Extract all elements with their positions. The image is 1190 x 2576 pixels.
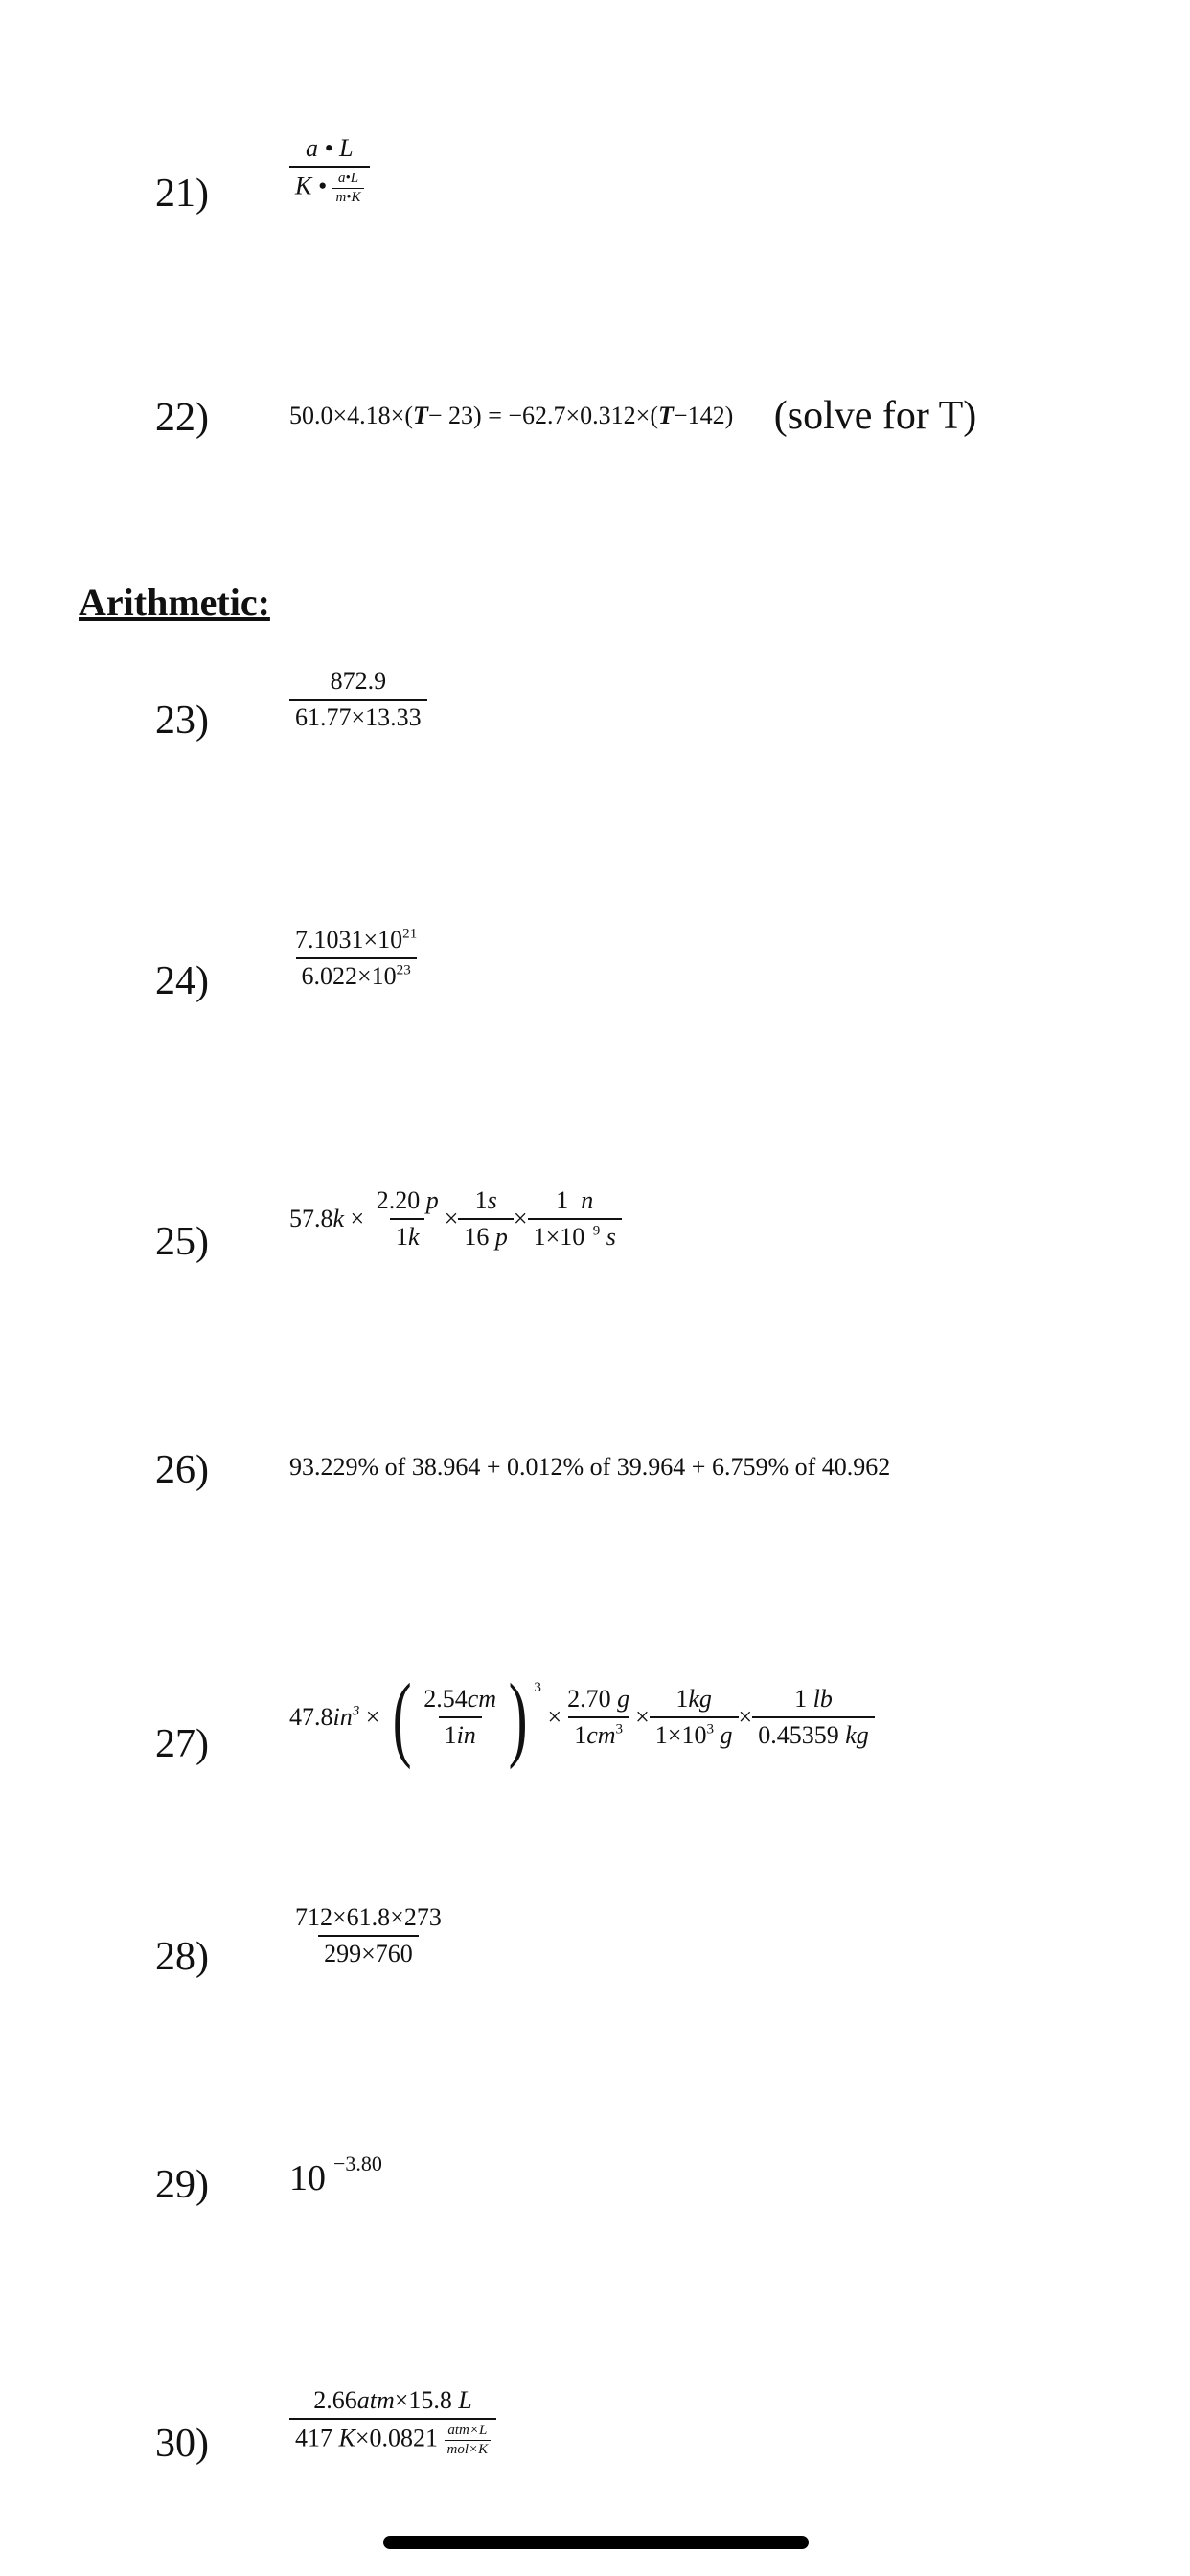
f3-bot-unit: s: [606, 1222, 616, 1251]
lead-unit: in: [332, 1703, 353, 1732]
problem-25-number: 25): [155, 1220, 209, 1264]
problem-25-factor-2: [458, 1186, 514, 1252]
problem-24-den-base: 6.022×10: [301, 961, 397, 990]
problem-27-factor-3: [752, 1685, 875, 1750]
problem-28-number: 28): [155, 1935, 209, 1979]
problem-29-expression: [289, 2151, 382, 2200]
problem-25-lead-unit: k: [332, 1204, 345, 1232]
problem-23-fraction: [289, 667, 427, 732]
home-indicator[interactable]: [383, 2536, 809, 2549]
problem-21-small-fraction: [332, 171, 363, 207]
f2-top-unit: s: [487, 1186, 497, 1214]
problem-21-numerator: a • L: [305, 134, 354, 162]
problem-29-exponent: −3.80: [333, 2151, 382, 2176]
problem-30-expression: [289, 2386, 496, 2458]
f1-top-unit: p: [425, 1186, 439, 1214]
problem-27-number: 27): [155, 1722, 209, 1766]
f1-bot-exp: 3: [615, 1721, 624, 1737]
num-mid: ×15.8: [394, 2386, 452, 2414]
f1-bot: 1: [395, 1222, 408, 1251]
f2-bot-unit: p: [494, 1222, 508, 1251]
problem-29-base: 10: [289, 2158, 326, 2198]
den-unit-1: K: [338, 2424, 355, 2452]
problem-28-fraction: [289, 1903, 447, 1968]
problem-22-right: −142): [673, 402, 734, 430]
problem-22-left: 50.0×4.18×(: [289, 402, 413, 430]
f2-bot: 1×10: [654, 1721, 707, 1749]
f2-bot: 16: [464, 1222, 490, 1251]
problem-24-expression: [289, 926, 423, 991]
times-symbol: ×: [513, 1204, 528, 1232]
times-symbol: ×: [635, 1703, 650, 1732]
f1-top: 2.20: [376, 1186, 421, 1214]
small-num: atm×L: [447, 2422, 488, 2438]
f2-bot-exp: 3: [706, 1721, 715, 1737]
f3-top: 1: [794, 1685, 808, 1714]
problem-28-expression: [289, 1903, 447, 1968]
problem-30-small-fraction: [445, 2423, 492, 2459]
f1-bot: 1: [574, 1721, 587, 1749]
f2-top-unit: kg: [688, 1685, 712, 1714]
problem-24-num-exp: 21: [402, 926, 418, 942]
problem-25-expression: [289, 1186, 622, 1252]
problem-21-expression: [289, 134, 370, 206]
section-heading-arithmetic: Arithmetic:: [79, 581, 270, 624]
problem-30-denominator: [289, 2418, 496, 2459]
problem-26-expression: 93.229% of 38.964 + 0.012% of 39.964 + 6.759% of 40.962: [289, 1453, 891, 1481]
problem-25-factor-3: [528, 1186, 622, 1252]
num-value: 2.66: [313, 2386, 357, 2414]
times-symbol: ×: [365, 1703, 380, 1732]
times-symbol: ×: [738, 1703, 753, 1732]
f1-bot-unit: k: [407, 1222, 420, 1251]
problem-24-denominator: [296, 957, 417, 991]
problem-25-lead-value: 57.8: [289, 1204, 333, 1232]
right-paren: ): [508, 1664, 528, 1770]
problem-21-den-left: K •: [295, 172, 327, 200]
f1-top: 2.70: [567, 1685, 611, 1714]
f3-top: 1: [556, 1186, 569, 1214]
lead-exp: 3: [352, 1703, 360, 1719]
problem-21-denominator: [289, 166, 370, 207]
problem-21-small-den: m•K: [332, 188, 363, 206]
problem-23-number: 23): [155, 699, 209, 743]
problem-22-var-t1: T: [412, 402, 428, 430]
problem-28-denominator: 299×760: [318, 1935, 419, 1968]
problem-28-numerator: 712×61.8×273: [295, 1903, 442, 1931]
problem-24-number: 24): [155, 959, 209, 1003]
f3-top-unit: n: [581, 1186, 594, 1214]
problem-21-fraction: [289, 134, 370, 206]
times-symbol: ×: [350, 1204, 365, 1232]
f3-bot-exp: −9: [584, 1223, 601, 1239]
problem-23-numerator: 872.9: [330, 667, 387, 695]
f3-bot-unit: kg: [845, 1721, 869, 1749]
f1-top-unit: g: [617, 1685, 630, 1714]
times-symbol: ×: [444, 1204, 459, 1232]
num-unit-1: atm: [356, 2386, 395, 2414]
den-mid: ×0.0821: [355, 2424, 439, 2452]
p-bot: 1: [444, 1721, 457, 1749]
paren-exp: 3: [534, 1679, 541, 1695]
left-paren: (: [392, 1664, 412, 1770]
num-unit-2: L: [458, 2386, 472, 2414]
small-den: mol×K: [445, 2440, 492, 2458]
problem-27-paren-fraction: [418, 1685, 502, 1750]
problem-27-lead-unit: [333, 1703, 360, 1732]
f2-top: 1: [474, 1186, 488, 1214]
problem-22-mid: − 23) = −62.7×0.312×(: [427, 402, 659, 430]
f2-bot-unit: g: [720, 1721, 733, 1749]
problem-22-number: 22): [155, 396, 209, 440]
problem-24-fraction: [289, 926, 423, 991]
problem-24-numerator: [289, 926, 423, 957]
problem-30-number: 30): [155, 2422, 209, 2466]
problem-27-lead-value: 47.8: [289, 1703, 333, 1732]
den-value: 417: [295, 2424, 332, 2452]
problem-26-number: 26): [155, 1448, 209, 1492]
f3-bot: 0.45359: [758, 1721, 839, 1749]
problem-22-note: (solve for T): [773, 394, 977, 438]
problem-23-denominator: 61.77×13.33: [289, 699, 427, 732]
problem-22-expression: [289, 393, 976, 439]
p-top: 2.54: [423, 1685, 468, 1714]
problem-27-factor-1: [561, 1685, 635, 1750]
f1-bot-unit: cm: [586, 1721, 616, 1749]
p-top-unit: cm: [467, 1685, 497, 1714]
times-symbol: ×: [547, 1703, 562, 1732]
problem-22-var-t2: T: [658, 402, 674, 430]
f3-top-unit: lb: [812, 1685, 833, 1714]
problem-23-expression: [289, 667, 427, 732]
problem-29-number: 29): [155, 2163, 209, 2207]
problem-27-factor-2: [650, 1685, 739, 1750]
problem-30-numerator: [308, 2386, 478, 2418]
problem-25-factor-1: [371, 1186, 445, 1252]
problem-27-expression: [289, 1664, 875, 1770]
f3-bot: 1×10: [533, 1222, 585, 1251]
p-bot-unit: in: [456, 1721, 476, 1749]
problem-21-small-num: a•L: [337, 170, 359, 186]
problem-30-fraction: [289, 2386, 496, 2458]
problem-21-number: 21): [155, 172, 209, 216]
problem-24-num-base: 7.1031×10: [295, 926, 403, 954]
problem-24-den-exp: 23: [396, 962, 411, 978]
f2-top: 1: [675, 1685, 689, 1714]
